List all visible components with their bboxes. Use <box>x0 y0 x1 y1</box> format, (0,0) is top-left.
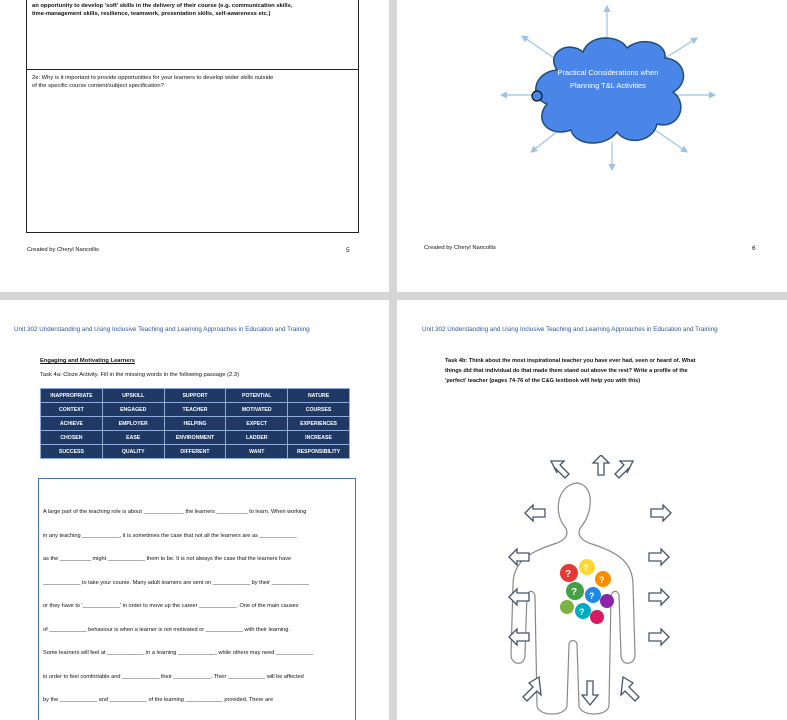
question-2e-line-2: of the specific course content/subject specification? <box>32 83 164 89</box>
mind-map <box>397 0 787 240</box>
section-title: Engaging and Motivating Learners <box>40 358 136 364</box>
table-row-question-2e <box>27 70 358 94</box>
word-bank-cell: INAPPROPRIATE <box>41 389 103 403</box>
word-bank-cell: POTENTIAL <box>226 389 288 403</box>
passage-line: in order to feel comfortable and ____________ their ____________. Their ____________ will be affected <box>43 673 304 680</box>
arrow-left-1-icon <box>525 505 545 521</box>
word-bank-cell: SUCCESS <box>41 445 103 459</box>
word-bank-cell: COURSES <box>288 403 350 417</box>
svg-text:?: ? <box>589 591 595 601</box>
svg-text:?: ? <box>565 569 572 580</box>
question-2e-line-1: 2e: Why is it important to provide opportunities for your learners to develop wider skills outside <box>32 75 274 81</box>
word-bank-cell: INCREASE <box>288 431 350 445</box>
passage-line: Some learners will feel at ____________ in a learning ____________, while others may need ____________ <box>43 650 314 656</box>
cloze-passage <box>38 478 356 720</box>
page-6 <box>397 0 787 292</box>
page-5 <box>0 0 389 292</box>
svg-text:?: ? <box>571 587 578 598</box>
word-bank-cell: TEACHER <box>164 403 226 417</box>
word-bank-row <box>41 445 350 459</box>
word-bank-row <box>41 431 350 445</box>
arrow-up-left-icon <box>551 461 569 478</box>
word-bank-cell: ENVIRONMENT <box>164 431 226 445</box>
word-bank-cell: ACHIEVE <box>41 417 103 431</box>
teacher-figure <box>397 455 787 715</box>
passage-line: or they have to '____________' in order to move up the career ____________. One of the main causes <box>43 603 299 609</box>
arrow-up-left <box>522 36 557 60</box>
top-text-line-1: an opportunity to develop 'soft' skills in the delivery of their course (e.g. communication skills, <box>32 3 293 9</box>
word-bank-cell: RESPONSIBILITY <box>288 445 350 459</box>
task-4b <box>445 356 755 386</box>
passage-line: ____________ to take your course. Many adult learners are sent on ____________ by their ____________ <box>43 579 309 586</box>
arrow-down-right <box>655 130 687 152</box>
word-bank-cell: HELPING <box>164 417 226 431</box>
arrow-right-3-icon <box>649 589 669 605</box>
svg-text:?: ? <box>579 607 585 617</box>
footer: Created by Cheryl Nancollis <box>27 247 99 253</box>
table-row-top <box>27 0 358 70</box>
arrow-right-4-icon <box>649 629 669 645</box>
word-bank-row <box>41 417 350 431</box>
word-bank-cell: WANT <box>226 445 288 459</box>
task-4a: Task 4a: Cloze Activity. Fill in the missing words in the following passage (2.3) <box>40 372 240 378</box>
question-table <box>26 0 359 233</box>
cloud-text: Practical Considerations when Planning T&L Activities <box>557 68 659 90</box>
word-bank-cell: DIFFERENT <box>164 445 226 459</box>
unit-header: Unit 302 Understanding and Using Inclusive Teaching and Learning Approaches in Education and Training <box>422 326 718 333</box>
page-7 <box>0 300 389 720</box>
word-bank-cell: UPSKILL <box>102 389 164 403</box>
small-circle <box>532 91 542 101</box>
word-bank-cell: CONTEXT <box>41 403 103 417</box>
arrow-up-right-icon <box>615 461 633 478</box>
arrow-down-right-icon <box>621 677 639 701</box>
task-4b-line-3: 'perfect' teacher (pages 74-76 of the C&G textbook will help you with this) <box>445 378 641 384</box>
word-bank-cell: MOTIVATED <box>226 403 288 417</box>
word-bank-cell: EMPLOYER <box>102 417 164 431</box>
word-bank-cell: EXPERIENCES <box>288 417 350 431</box>
top-text-line-2: time-management skills, resilience, teamwork, presentation skills, self-awareness etc.) <box>32 11 271 17</box>
word-bank-row <box>41 389 350 403</box>
passage-line: in any teaching ____________, it is sometimes the case that not all the learners are as ____________ <box>43 532 297 539</box>
word-bank-cell: ENGAGED <box>102 403 164 417</box>
word-bank-row <box>41 403 350 417</box>
word-bank-cell: SUPPORT <box>164 389 226 403</box>
passage-line: by the ____________ and ____________ of the learning ____________ provided. There are <box>43 697 274 703</box>
arrow-up-icon <box>593 455 609 475</box>
word-bank-cell: LADDER <box>226 431 288 445</box>
word-bank-table <box>40 388 350 459</box>
page-number: 5 <box>346 247 350 254</box>
svg-text:?: ? <box>583 563 589 573</box>
page-8 <box>397 300 787 720</box>
passage-line: of ____________ behaviour is when a learner is not motivated or ____________ with their learning. <box>43 626 290 633</box>
footer: Created by Cheryl Nancollis <box>424 245 496 251</box>
unit-header: Unit 302 Understanding and Using Inclusive Teaching and Learning Approaches in Education and Training <box>14 326 310 333</box>
word-bank-cell: EASE <box>102 431 164 445</box>
word-bank-cell: NATURE <box>288 389 350 403</box>
passage-line: A large part of the teaching role is about _____________ the learners __________ to learn. When working <box>43 509 307 515</box>
task-4b-line-1: Task 4b: Think about the most inspirational teacher you have ever had, seen or heard of. What <box>445 358 696 364</box>
page-number: 6 <box>752 245 756 252</box>
task-4b-line-2: things did that individual do that made them stand out above the rest? Write a profile of the <box>445 368 688 374</box>
word-bank-cell: EXPECT <box>226 417 288 431</box>
word-bank-cell: CHOSEN <box>41 431 103 445</box>
passage-line: as the __________ might ____________ them to be. It is not always the case that the learners have <box>43 556 292 562</box>
word-bank-cell: QUALITY <box>102 445 164 459</box>
svg-text:?: ? <box>599 575 605 585</box>
arrow-right-2-icon <box>649 549 669 565</box>
arrow-right-1-icon <box>651 505 671 521</box>
